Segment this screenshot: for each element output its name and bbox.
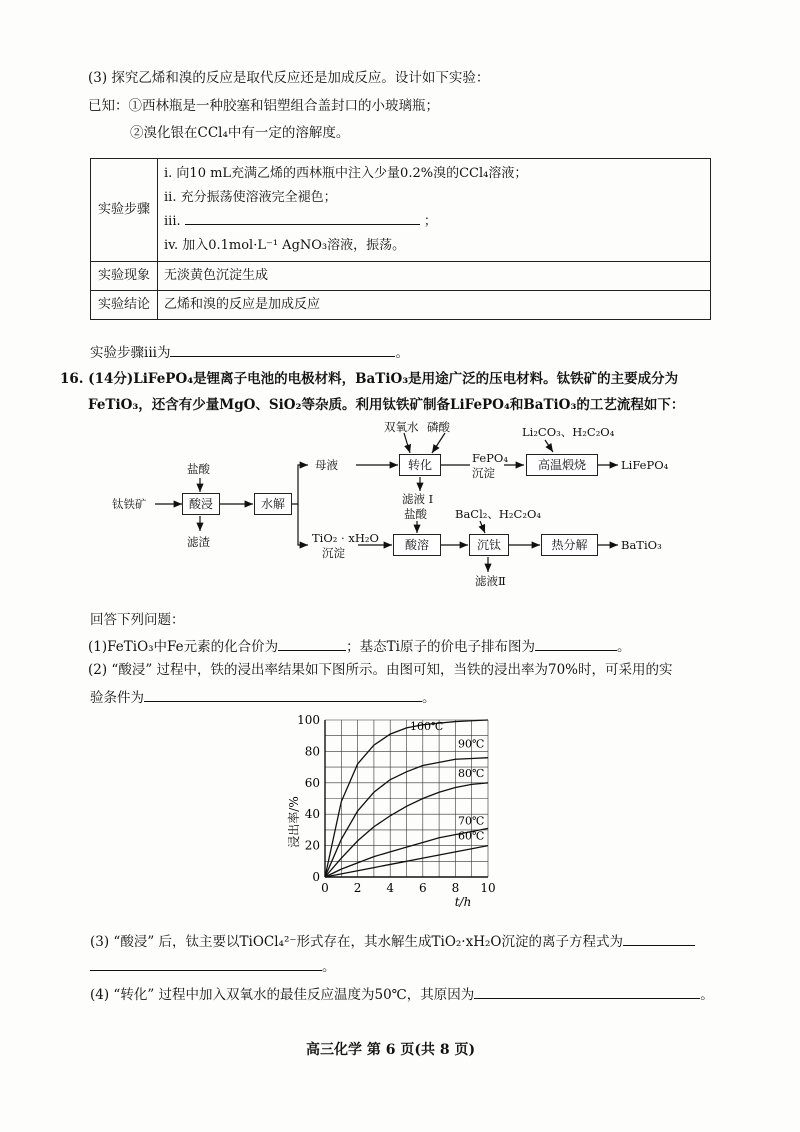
q16-3-line-2	[90, 957, 336, 975]
arrow-h2o2	[404, 433, 410, 453]
step-4: iv. 加入0.1mol·L⁻¹ AgNO₃溶液，振荡。	[164, 238, 406, 253]
q3-intro: (3) 探究乙烯和溴的反应是取代反应还是加成反应。设计如下实验：	[88, 70, 490, 86]
flow-tio2: TiO₂ · xH₂O	[312, 531, 379, 545]
q16-3-end: 。	[322, 959, 336, 975]
flow-box-convert: 转化	[399, 454, 441, 476]
q16-header-line-2: FeTiO₃，还含有少量MgO、SiO₂等杂质。利用钛铁矿制备LiFePO₄和BaTiO₃的工艺流程如下：	[88, 397, 685, 413]
flow-hcl-2: 盐酸	[404, 507, 427, 521]
y-tick-label: 40	[304, 807, 320, 822]
step-1: i. 向10 mL充满乙烯的西林瓶中注入少量0.2%溴的CCl₄溶液；	[164, 166, 528, 181]
conclusion-label: 实验结论	[91, 291, 158, 320]
q16-2-blank[interactable]	[144, 688, 422, 702]
y-tick-label: 0	[312, 870, 320, 884]
q16-header-line-1: 16. (14分)LiFePO₄是锂离子电池的电极材料，BaTiO₃是用途广泛的压电材料。钛铁矿的主要成分为	[60, 371, 679, 387]
q16-1-blank-orbital[interactable]	[535, 637, 617, 651]
flow-filtrate-2: 滤液Ⅱ	[475, 574, 506, 588]
flow-hcl: 盐酸	[187, 462, 210, 476]
q16-2-end: 。	[422, 690, 436, 706]
flow-filtrate-1: 滤液 I	[402, 492, 434, 506]
chart-x-label: t/h	[454, 895, 472, 909]
phenomenon-value: 无淡黄色沉淀生成	[158, 262, 711, 291]
x-tick-label: 2	[353, 881, 362, 895]
series-label: 100℃	[410, 720, 444, 733]
series-label: 90℃	[458, 737, 485, 751]
q3-ask-end: 。	[395, 345, 409, 361]
x-tick-label: 10	[480, 881, 496, 895]
step-3-suffix: ；	[423, 214, 437, 229]
y-tick-label: 60	[304, 775, 320, 790]
q3-known-1: 已知：①西林瓶是一种胶塞和铝塑组合盖封口的小玻璃瓶；	[88, 98, 439, 114]
arrow-hydrolysis-to-liquor	[291, 465, 308, 504]
series-label: 80℃	[458, 766, 485, 780]
arrow-li-reagents	[545, 440, 553, 452]
flow-mother-liquor: 母液	[315, 458, 338, 472]
q16-3-blank-b[interactable]	[90, 957, 322, 971]
y-tick-label: 80	[304, 744, 320, 759]
q16-2-line-1: (2) “酸浸” 过程中，铁的浸出率结果如下图所示。由图可知，当铁的浸出率为70%时，可采用的实	[88, 662, 673, 678]
q16-4	[90, 985, 714, 1003]
conclusion-value: 乙烯和溴的反应是加成反应	[158, 291, 711, 320]
y-tick-label: 20	[304, 838, 320, 853]
q16-1-text-a: (1)FeTiO₃中Fe元素的化合价为	[88, 639, 279, 655]
chart-y-label: 浸出率/%	[287, 796, 301, 848]
x-tick-label: 8	[451, 881, 460, 895]
flow-fepo4-ppt: 沉淀	[472, 466, 495, 480]
q16-1	[88, 637, 631, 655]
flow-box-acid-dissolve: 酸溶	[393, 534, 441, 556]
series-label: 70℃	[458, 814, 485, 828]
flow-batio3: BaTiO₃	[621, 538, 662, 552]
page-footer: 高三化学 第 6 页(共 8 页)	[306, 1042, 476, 1058]
series-label: 60℃	[458, 829, 485, 843]
flow-box-hydrolysis: 水解	[254, 493, 292, 515]
flow-h2o2: 双氧水	[384, 420, 419, 434]
q16-4-end: 。	[700, 987, 714, 1003]
q16-2-text: 验条件为	[90, 690, 144, 706]
flow-residue: 滤渣	[187, 535, 210, 549]
q16-3-text: (3) “酸浸” 后，钛主要以TiOCl₄²⁻形式存在，其水解生成TiO₂·xH₂O沉淀的离子方程式为	[90, 934, 623, 950]
flow-h3po4: 磷酸	[427, 420, 450, 434]
x-tick-label: 4	[386, 881, 395, 895]
arrow-h3po4	[432, 433, 445, 453]
q16-3-line-1	[90, 932, 695, 950]
y-tick-label: 100	[297, 713, 320, 727]
q16-4-blank[interactable]	[474, 985, 700, 999]
q3-known-2: ②溴化银在CCl₄中有一定的溶解度。	[130, 125, 350, 141]
flow-tio2-ppt: 沉淀	[322, 546, 345, 560]
flow-box-calcination: 高温煅烧	[526, 454, 598, 476]
q3-ask-text: 实验步骤iii为	[90, 345, 171, 361]
arrow-ba-reagents	[480, 521, 485, 533]
flow-ba-reagents: BaCl₂、H₂C₂O₄	[455, 507, 541, 521]
x-tick-label: 0	[321, 881, 329, 895]
flow-box-precip-ti: 沉钛	[469, 534, 509, 556]
arrow-hydrolysis-to-tio2	[298, 504, 308, 545]
q16-1-text-c: 。	[617, 639, 631, 655]
q16-1-text-b: ；基态Ti原子的价电子排布图为	[346, 639, 535, 655]
flow-box-thermal: 热分解	[541, 534, 598, 556]
chart-series-labels	[410, 720, 484, 843]
q16-4-text: (4) “转化” 过程中加入双氧水的最佳反应温度为50℃，其原因为	[90, 987, 475, 1003]
leach-rate-chart	[280, 712, 520, 912]
phenomenon-label: 实验现象	[91, 262, 158, 291]
step-3-prefix: iii.	[164, 214, 181, 229]
flow-lifepo4: LiFePO₄	[621, 458, 669, 472]
step-2: ii. 充分振荡使溶液完全褪色；	[164, 190, 337, 205]
flow-fepo4: FePO₄	[472, 451, 508, 465]
flow-box-acid-leach: 酸浸	[182, 493, 220, 515]
q16-3-blank-a[interactable]	[623, 932, 695, 946]
q16-2-line-2	[90, 688, 436, 706]
flow-li-reagents: Li₂CO₃、H₂C₂O₄	[522, 425, 615, 439]
steps-label: 实验步骤	[91, 159, 158, 262]
answer-prompt: 回答下列问题：	[90, 612, 185, 628]
x-tick-label: 6	[418, 881, 427, 895]
flow-ore: 钛铁矿	[112, 497, 147, 511]
q16-1-blank-valence[interactable]	[278, 637, 346, 651]
